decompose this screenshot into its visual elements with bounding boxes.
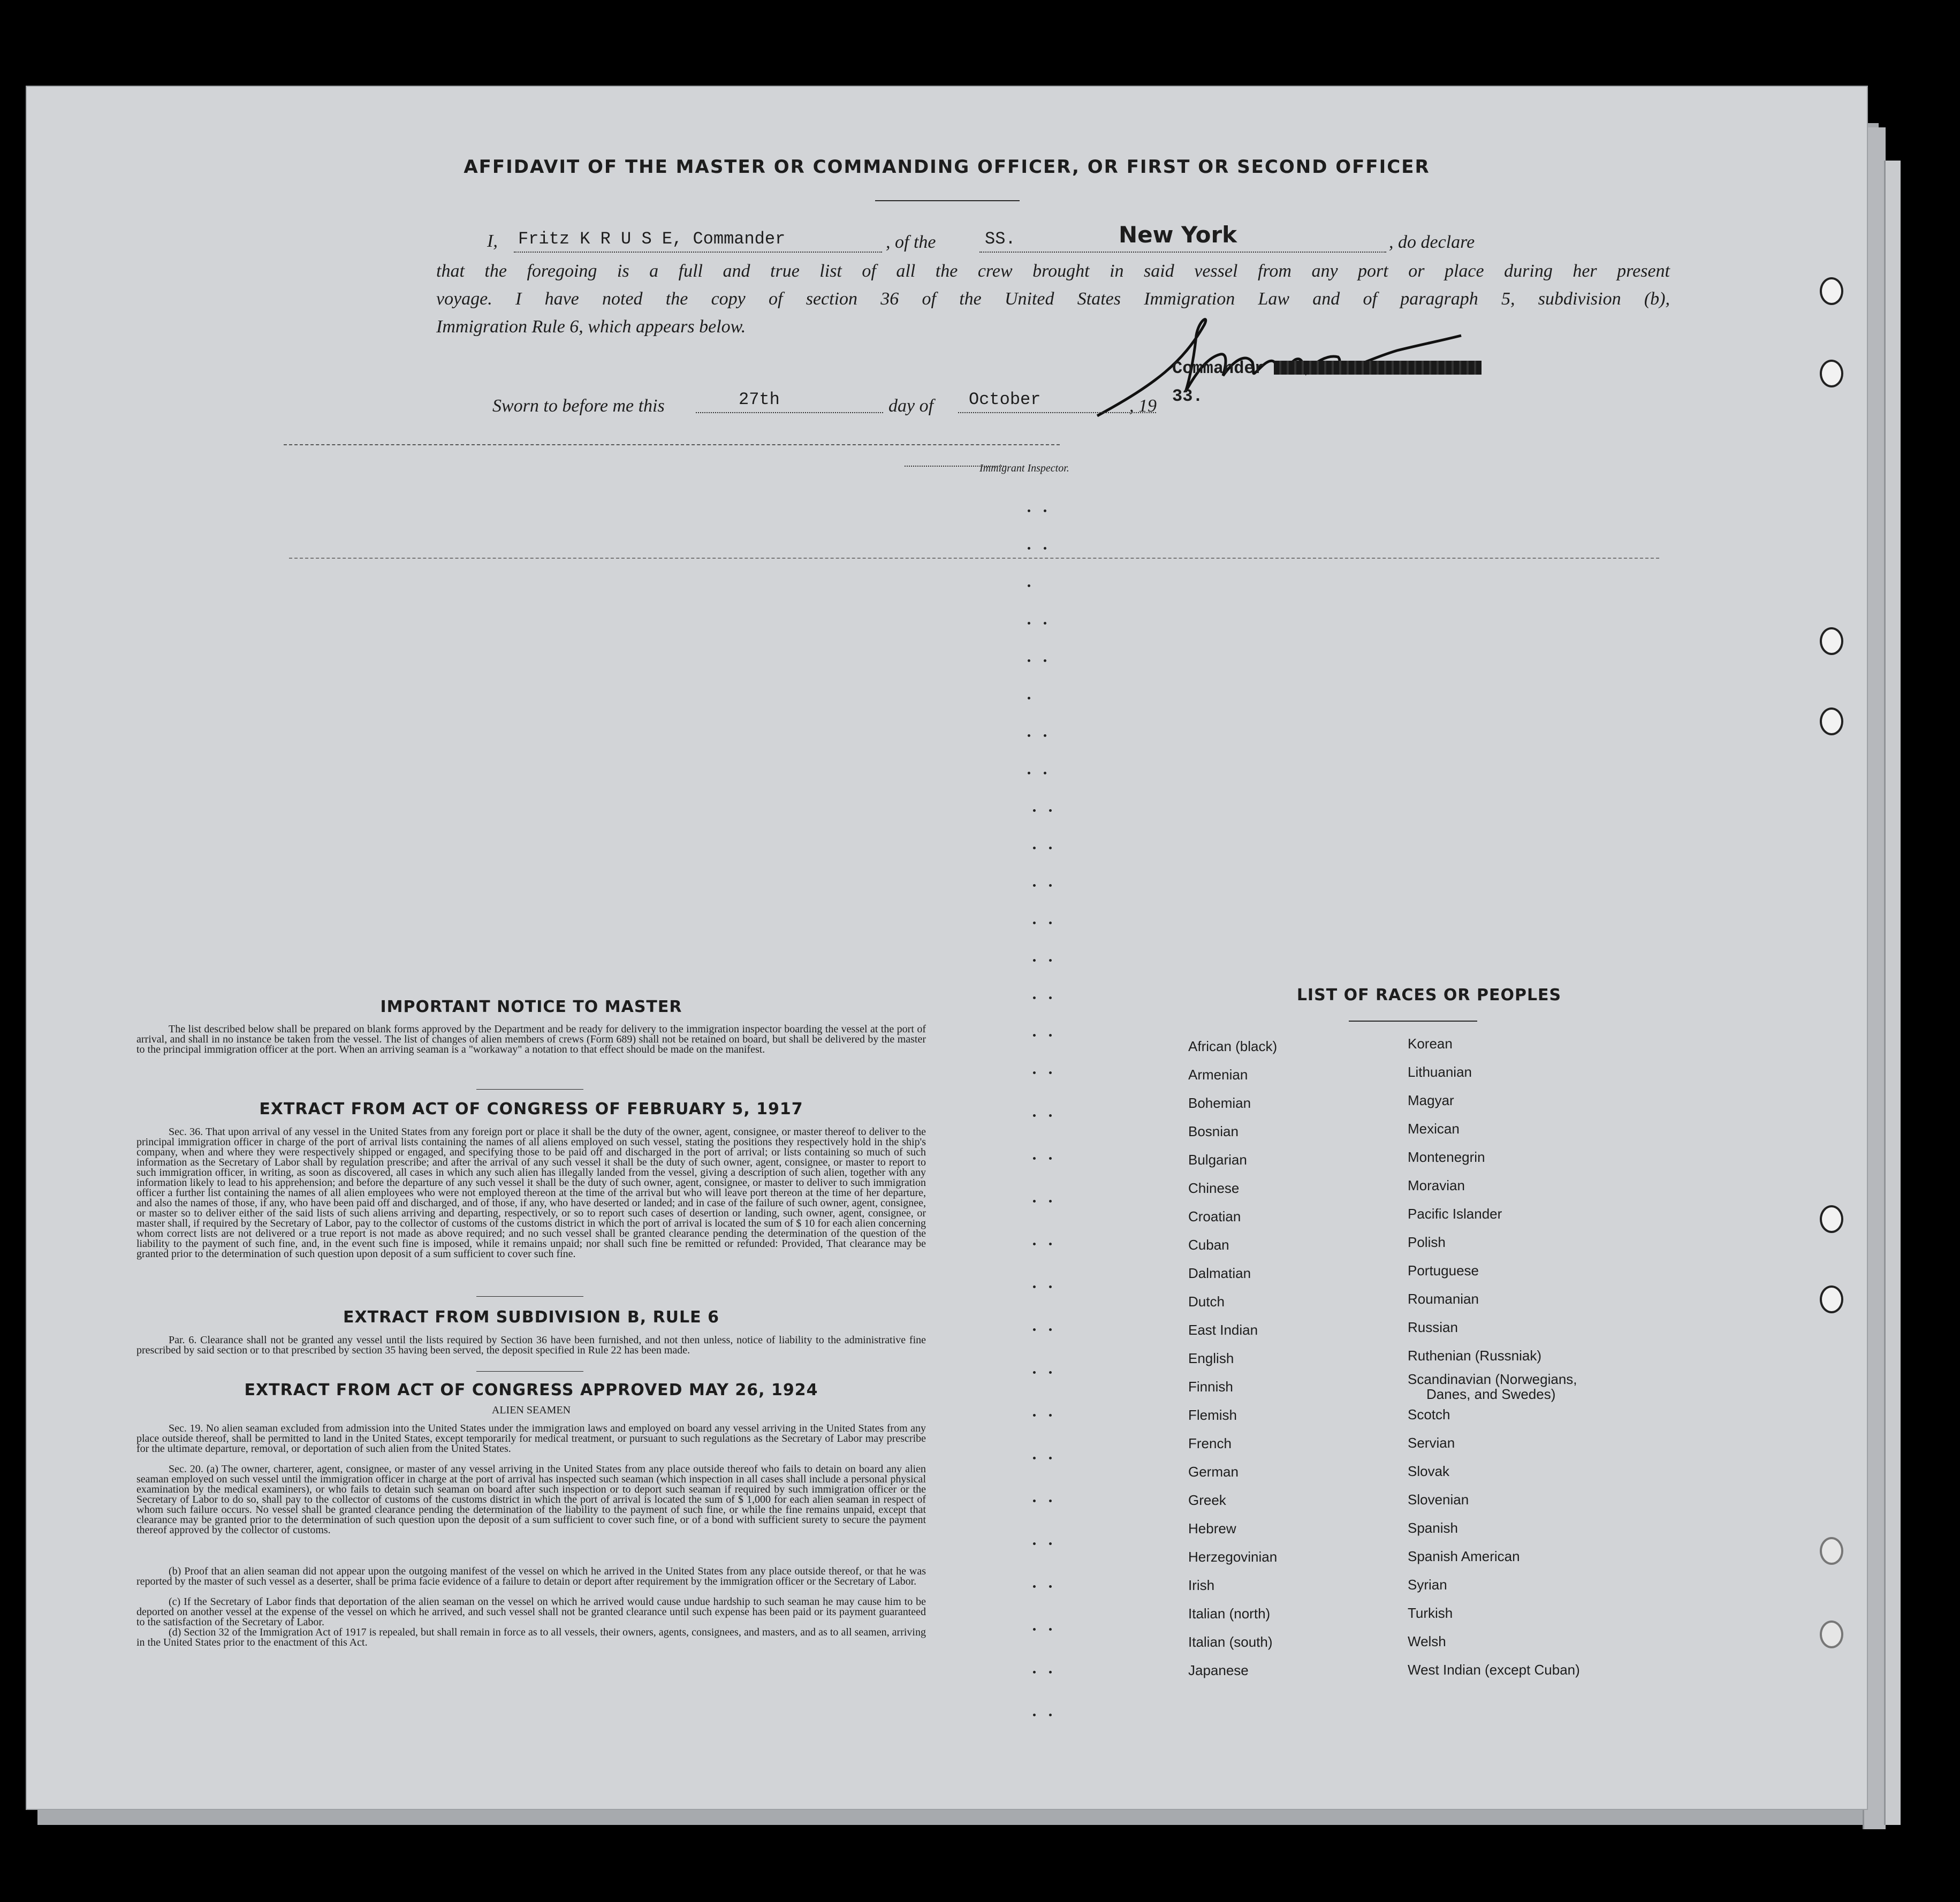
race-item: Irish: [1188, 1577, 1215, 1593]
vessel-name: New York: [1119, 222, 1237, 248]
dot: [1044, 772, 1046, 774]
race-item: Bulgarian: [1188, 1152, 1247, 1168]
race-item: Pacific Islander: [1408, 1206, 1502, 1222]
race-item: Flemish: [1188, 1407, 1237, 1423]
dot: [1033, 1200, 1036, 1203]
day-of-label: day of: [888, 396, 934, 416]
declaration-line-2: that the foregoing is a full and true list of all the crew brought in said vessel from any port or place during her present: [436, 261, 1670, 281]
dot: [1049, 1243, 1052, 1245]
dot: [1033, 847, 1036, 849]
dot: [1049, 809, 1052, 812]
document-page: [26, 86, 1868, 1810]
race-item: Dalmatian: [1188, 1265, 1251, 1281]
binder-hole-icon: [1820, 627, 1843, 655]
race-item: Montenegrin: [1408, 1149, 1485, 1165]
race-item: East Indian: [1188, 1322, 1258, 1338]
dot: [1033, 1671, 1036, 1673]
race-item: Syrian: [1408, 1577, 1447, 1593]
dot: [1033, 922, 1036, 924]
race-item: Italian (north): [1188, 1606, 1271, 1622]
dot: [1049, 959, 1052, 962]
struck-out-text: [1274, 361, 1482, 375]
declaration-i: I,: [487, 231, 498, 251]
dot: [1028, 659, 1030, 662]
dot: [1033, 959, 1036, 962]
dot: [1033, 1628, 1036, 1631]
declaration-line-3: voyage. I have noted the copy of section 36 of the United States Immigration Law and of paragraph 5, subdivision (b),: [436, 289, 1670, 309]
race-item: Spanish: [1408, 1520, 1458, 1536]
race-item: Mexican: [1408, 1121, 1460, 1137]
dot: [1049, 1671, 1052, 1673]
race-item: Servian: [1408, 1435, 1455, 1451]
dot: [1033, 996, 1036, 999]
inspector-label: Immigrant Inspector.: [979, 462, 1069, 474]
dot: [1049, 996, 1052, 999]
dot: [1033, 884, 1036, 887]
race-item: Armenian: [1188, 1067, 1248, 1083]
race-item: Slovak: [1408, 1463, 1450, 1479]
dot: [1033, 809, 1036, 812]
binder-hole-icon: [1820, 707, 1843, 735]
race-item: German: [1188, 1464, 1239, 1480]
dot: [1033, 1243, 1036, 1245]
race-item: Lithuanian: [1408, 1064, 1472, 1080]
dot: [1049, 1542, 1052, 1545]
sworn-prefix: Sworn to before me this: [492, 396, 665, 416]
dot: [1049, 1714, 1052, 1716]
vessel-prefix: SS.: [985, 229, 1016, 249]
do-declare-label: , do declare: [1389, 232, 1475, 252]
race-item: Polish: [1408, 1234, 1446, 1250]
notice-body: The list described below shall be prepared on blank forms approved by the Department and be ready for delivery to the immigration inspector boarding the vessel at the port of arrival, and shall in no instance be taken from the vessel. The list of changes of alien members of crews (Form 689) shall not be retained on board, but shall be delivered by the master to the principal immigration officer at the port. When an arriving seaman is a "workaway" a notation to that effect should be made on the manifest.: [136, 1023, 926, 1055]
dot: [1044, 659, 1046, 662]
dot: [1033, 1114, 1036, 1117]
signature-title: Commander: [1172, 359, 1265, 378]
race-item: Korean: [1408, 1036, 1453, 1052]
race-item: Greek: [1188, 1492, 1226, 1508]
of-the-label: , of the: [886, 232, 936, 252]
divider: [476, 1371, 583, 1372]
dot: [1028, 622, 1030, 625]
alien-seamen-subtitle: ALIEN SEAMEN: [491, 1404, 571, 1416]
sec20d-body: (d) Section 32 of the Immigration Act of 1917 is repealed, but shall remain in force as to all vessels, their owners, agents, consignees, and masters, and as to all seamen, arriving in the United States prior to the enactment of this Act.: [136, 1626, 926, 1648]
race-item: Croatian: [1188, 1208, 1241, 1224]
dot: [1028, 697, 1030, 699]
sworn-month: October: [969, 390, 1041, 409]
dot: [1049, 1371, 1052, 1374]
race-item: Hebrew: [1188, 1520, 1236, 1536]
dot: [1028, 584, 1030, 587]
page-edge: [1884, 161, 1901, 1825]
sec20b-body: (b) Proof that an alien seaman did not appear upon the outgoing manifest of the vessel on which he arrived in the United States from any place outside thereof, or that he was reported by the master of such vessel as a deserter, shall be prima facie evidence of a failure to detain or deport after requirement by the immigration officer or the Secretary of Labor.: [136, 1565, 926, 1587]
dot: [1033, 1500, 1036, 1502]
dot: [1049, 1071, 1052, 1074]
race-item: Slovenian: [1408, 1492, 1469, 1508]
dot: [1033, 1371, 1036, 1374]
race-item: Chinese: [1188, 1180, 1240, 1196]
divider: [476, 1296, 583, 1297]
race-item: Bohemian: [1188, 1095, 1251, 1111]
dot: [1033, 1071, 1036, 1074]
dot: [1049, 1628, 1052, 1631]
race-item: Dutch: [1188, 1294, 1225, 1310]
dot: [1049, 1414, 1052, 1417]
binder-hole-icon: [1820, 360, 1843, 387]
year-suffix: 33.: [1172, 386, 1203, 406]
declaration-line-4: Immigration Rule 6, which appears below.: [436, 317, 746, 337]
race-item: Japanese: [1188, 1662, 1249, 1678]
binder-hole-icon: [1820, 1537, 1843, 1565]
binder-hole-icon: [1820, 1285, 1843, 1313]
dot: [1049, 1285, 1052, 1288]
notice-title: IMPORTANT NOTICE TO MASTER: [380, 998, 682, 1016]
dot: [1049, 1500, 1052, 1502]
binder-hole-icon: [1820, 1205, 1843, 1233]
race-item: Turkish: [1408, 1605, 1453, 1621]
races-title: LIST OF RACES OR PEOPLES: [1296, 986, 1562, 1005]
affidavit-header: AFFIDAVIT OF THE MASTER OR COMMANDING OFFICER, OR FIRST OR SECOND OFFICER: [464, 156, 1430, 178]
faint-divider: [289, 558, 1659, 559]
binder-hole-icon: [1820, 1620, 1843, 1648]
race-item: Roumanian: [1408, 1291, 1479, 1307]
race-item: Finnish: [1188, 1379, 1233, 1395]
race-item: Ruthenian (Russniak): [1408, 1348, 1542, 1364]
day-line: [696, 412, 883, 413]
vessel-line: [979, 252, 1386, 253]
race-item: French: [1188, 1435, 1232, 1451]
sworn-day: 27th: [739, 390, 780, 409]
race-item: Scandinavian (Norwegians,: [1408, 1371, 1577, 1387]
dot: [1028, 547, 1030, 550]
dot: [1049, 1585, 1052, 1588]
races-underline: [1349, 1021, 1477, 1022]
dot: [1033, 1457, 1036, 1459]
race-item: Bosnian: [1188, 1123, 1239, 1139]
dot: [1049, 1200, 1052, 1203]
dot: [1049, 1034, 1052, 1037]
race-item: Russian: [1408, 1319, 1458, 1335]
race-item: West Indian (except Cuban): [1408, 1662, 1580, 1678]
race-item: African (black): [1188, 1038, 1278, 1054]
rule6-title: EXTRACT FROM SUBDIVISION B, RULE 6: [343, 1308, 719, 1327]
dot: [1044, 547, 1046, 550]
dot: [1049, 1457, 1052, 1459]
dot: [1044, 509, 1046, 512]
dot: [1049, 1328, 1052, 1331]
sec20a-body: Sec. 20. (a) The owner, charterer, agent, consignee, or master of any vessel arriving in the United States from any place outside thereof who fails to detain on board any alien seaman employed on such vessel until the immigration officer in charge at the port of arrival has inspected such seaman (which inspection in all cases shall include a personal physical examination by the medical examiners), or who fails to detain such seaman on board after such inspection or to deport such seaman if required by such immigration officer or the Secretary of Labor to do so, shall pay to the collector of customs of the customs district in which the port of arrival is located the sum of $ 1,000 for each alien seaman in respect of whom such failure occurs. No vessel shall be granted clearance pending the determination of the liability to the payment of such fine, or while the fine remains unpaid, except that clearance may be granted prior to the determination of such question upon the deposit of a sum sufficient to cover such fine, or of a bond with sufficient surety to secure the payment thereof approved by the collector of customs.: [136, 1463, 926, 1536]
dot: [1033, 1585, 1036, 1588]
dot: [1033, 1414, 1036, 1417]
dot: [1028, 734, 1030, 737]
year-prefix: , 19: [1129, 396, 1157, 416]
dot: [1044, 622, 1046, 625]
race-item: Herzegovinian: [1188, 1549, 1278, 1565]
race-item: Italian (south): [1188, 1634, 1273, 1650]
header-underline: [875, 200, 1020, 201]
dot: [1049, 1114, 1052, 1117]
binder-hole-icon: [1820, 277, 1843, 305]
sec20c-body: (c) If the Secretary of Labor finds that deportation of the alien seaman on the vessel on which he arrived would cause undue hardship to such seaman he may cause him to be deported on another vessel at the expense of the vessel on which he arrived, and such vessel shall not be granted clearance until such expense has been paid or its payment guaranteed to the satisfaction of the Secretary of Labor.: [136, 1596, 926, 1628]
race-item: Danes, and Swedes): [1426, 1386, 1556, 1402]
dot: [1033, 1157, 1036, 1160]
extract-1917-body: Sec. 36. That upon arrival of any vessel in the United States from any foreign port or place it shall be the duty of the owner, agent, consignee, or master thereof to deliver to the principal immigration officer in charge of the port of arrival lists containing the names of all aliens employed on such vessel, stating the positions they respectively hold in the ship's company, when and where they were respectively shipped or engaged, and specifying those to be paid off and discharged in the port of arrival; or lists containing so much of such information as the Secretary of Labor shall by regulation prescribe; and after the arrival of any such vessel it shall be the duty of such owner, agent, consignee, or master to report to such immigration officer, in writing, as soon as discovered, all cases in which any such alien has illegally landed from the vessel, giving a description of such alien, together with any information likely to lead to his apprehension; and before the departure of any such vessel it shall be the duty of such owner, agent, consignee, or master to deliver to such immigration officer a further list containing the names of all alien employees who were not employed thereon at the time of the arrival but who will leave port thereon at the time of her departure, and also the names of those, if any, who have been paid off and discharged, and of those, if any, who have deserted or landed; and in case of the failure of such owner, agent, consignee, or master so to deliver either of the said lists of such aliens arriving and departing, respectively, or so to report such cases of desertion or landing, such owner, agent, consignee, or master shall, if required by the Secretary of Labor, pay to the collector of customs of the customs district in which the port of arrival is located the sum of $ 10 for each alien concerning whom correct lists are not delivered or a true report is not made as above required; and no such vessel shall be granted clearance pending the determination of the question of the liability to the payment of such fine, and, in the event such fine is imposed, while it remains unpaid; nor shall such fine be remitted or refunded: Provided, That clearance may be granted prior to the determination of such question upon deposit of a sum sufficient to cover such fine.: [136, 1126, 926, 1260]
rule6-body: Par. 6. Clearance shall not be granted any vessel until the lists required by Section 36 have been furnished, and not then unless, notice of liability to the administrative fine prescribed by said section or to that prescribed by section 35 having been served, the deposit specified in Rule 22 has been made.: [136, 1334, 926, 1356]
sec19-body: Sec. 19. No alien seaman excluded from admission into the United States under the immigration laws and employed on board any vessel arriving in the United States from any place outside thereof, shall be permitted to land in the United States, except temporarily for medical treatment, or pursuant to such regulations as the Secretary of Labor may prescribe for the ultimate departure, removal, or deportation of such alien from the United States.: [136, 1422, 926, 1455]
name-line: [514, 252, 882, 253]
dot: [1049, 847, 1052, 849]
race-item: Spanish American: [1408, 1548, 1520, 1564]
master-name: Fritz K R U S E, Commander: [518, 229, 786, 249]
extract-1917-title: EXTRACT FROM ACT OF CONGRESS OF FEBRUARY 5, 1917: [259, 1100, 803, 1119]
dot: [1049, 884, 1052, 887]
dot: [1028, 509, 1030, 512]
race-item: Portuguese: [1408, 1262, 1479, 1279]
race-item: Scotch: [1408, 1406, 1450, 1422]
dot: [1033, 1034, 1036, 1037]
month-line: [958, 412, 1156, 413]
dot: [1049, 1157, 1052, 1160]
race-item: Cuban: [1188, 1237, 1229, 1253]
extract-1924-title: EXTRACT FROM ACT OF CONGRESS APPROVED MAY 26, 1924: [244, 1381, 818, 1399]
race-item: Welsh: [1408, 1633, 1446, 1649]
dot: [1033, 1714, 1036, 1716]
dot: [1049, 922, 1052, 924]
race-item: Moravian: [1408, 1177, 1465, 1193]
inspector-signature-line: [284, 444, 1060, 445]
dot: [1028, 772, 1030, 774]
dot: [1033, 1542, 1036, 1545]
divider: [476, 1089, 583, 1090]
dot: [1033, 1328, 1036, 1331]
race-item: Magyar: [1408, 1092, 1454, 1108]
dot: [1033, 1285, 1036, 1288]
dot: [1044, 734, 1046, 737]
race-item: English: [1188, 1350, 1234, 1366]
